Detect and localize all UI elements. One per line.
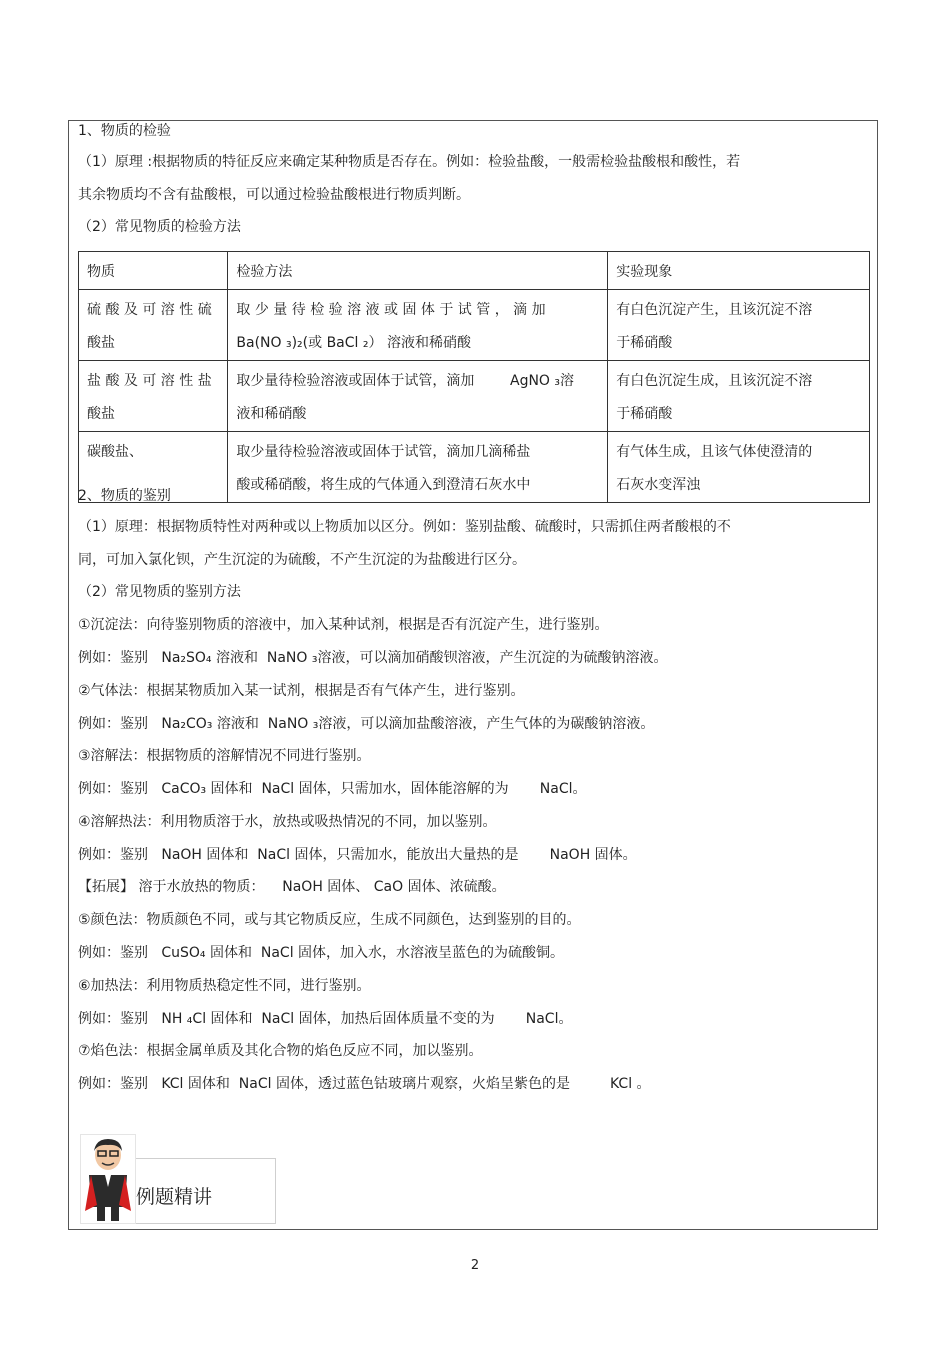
table-row [79, 432, 870, 503]
page-number: 2 [470, 1258, 480, 1273]
example-dissolve: 例如：鉴别 CaCO₃ 固体和 NaCl 固体，只需加水，固体能溶解的为 NaCl。 [78, 781, 587, 797]
cell-substance: 碳酸盐、 [79, 432, 228, 503]
header-substance: 物质 [79, 252, 228, 290]
cell-method: 取 少 量 待 检 验 溶 液 或 固 体 于 试 管 ， 滴 加 Ba(NO ₃)₂(或 BaCl ₂） 溶液和稀硝酸 [228, 290, 608, 361]
method-gas: ②气体法：根据某物质加入某一试剂，根据是否有气体产生，进行鉴别。 [78, 683, 525, 699]
cell-substance: 盐 酸 及 可 溶 性 盐 酸盐 [79, 361, 228, 432]
example-title: 例题精讲 [136, 1186, 213, 1208]
section1-title: 1、物质的检验 [78, 123, 171, 139]
cell-phenomenon: 有白色沉淀生成，且该沉淀不溶 于稀硝酸 [608, 361, 870, 432]
table-header-row [79, 252, 870, 290]
example-color: 例如：鉴别 CuSO₄ 固体和 NaCl 固体，加入水，水溶液呈蓝色的为硫酸铜。 [78, 945, 565, 961]
method-precipitate: ①沉淀法：向待鉴别物质的溶液中，加入某种试剂，根据是否有沉淀产生，进行鉴别。 [78, 617, 609, 633]
identify-principle-2: 同，可加入氯化钡，产生沉淀的为硫酸，不产生沉淀的为盐酸进行区分。 [78, 552, 526, 568]
cell-method: 取少量待检验溶液或固体于试管，滴加 AgNO ₃溶 液和稀硝酸 [228, 361, 608, 432]
cell-substance: 硫 酸 及 可 溶 性 硫 酸盐 [79, 290, 228, 361]
method-heating: ⑥加热法：利用物质热稳定性不同，进行鉴别。 [78, 978, 371, 994]
identify-methods-heading: （2）常见物质的鉴别方法 [78, 584, 241, 600]
teacher-figure-icon [81, 1135, 135, 1223]
example-precipitate: 例如：鉴别 Na₂SO₄ 溶液和 NaNO ₃溶液，可以滴加硝酸钡溶液，产生沉淀的为硫酸钠溶液。 [78, 650, 668, 666]
cell-method: 取少量待检验溶液或固体于试管，滴加几滴稀盐 酸或稀硝酸，将生成的气体通入到澄清石灰水中 [228, 432, 608, 503]
table-row [79, 361, 870, 432]
method-flame: ⑦焰色法：根据金属单质及其化合物的焰色反应不同，加以鉴别。 [78, 1043, 483, 1059]
header-method: 检验方法 [228, 252, 608, 290]
example-flame: 例如：鉴别 KCl 固体和 NaCl 固体，透过蓝色钴玻璃片观察，火焰呈紫色的是 KCl 。 [78, 1076, 651, 1092]
principle-line-2: 其余物质均不含有盐酸根，可以通过检验盐酸根进行物质判断。 [78, 187, 470, 203]
header-phenomenon: 实验现象 [608, 252, 870, 290]
method-heat-of-solution: ④溶解热法：利用物质溶于水，放热或吸热情况的不同，加以鉴别。 [78, 814, 497, 830]
cell-phenomenon: 有气体生成，且该气体使澄清的 石灰水变浑浊 [608, 432, 870, 503]
method-dissolve: ③溶解法：根据物质的溶解情况不同进行鉴别。 [78, 748, 371, 764]
extension-note: 【拓展】 溶于水放热的物质： NaOH 固体、 CaO 固体、浓硫酸。 [78, 879, 506, 895]
cell-phenomenon: 有白色沉淀产生，且该沉淀不溶 于稀硝酸 [608, 290, 870, 361]
identify-principle-1: （1）原理：根据物质特性对两种或以上物质加以区分。例如：鉴别盐酸、硫酸时，只需抓住两者酸根的不 [78, 519, 731, 535]
methods-heading: （2）常见物质的检验方法 [78, 219, 241, 235]
example-heat-of-solution: 例如：鉴别 NaOH 固体和 NaCl 固体，只需加水，能放出大量热的是 NaOH 固体。 [78, 847, 637, 863]
test-methods-table [78, 251, 870, 503]
principle-line-1: （1）原理 :根据物质的特征反应来确定某种物质是否存在。例如：检验盐酸，一般需检验盐酸根和酸性，若 [78, 154, 741, 170]
teacher-avatar-icon [80, 1134, 136, 1224]
method-color: ⑤颜色法：物质颜色不同，或与其它物质反应，生成不同颜色，达到鉴别的目的。 [78, 912, 581, 928]
table-row [79, 290, 870, 361]
section2-title: 2、物质的鉴别 [78, 488, 171, 504]
example-gas: 例如：鉴别 Na₂CO₃ 溶液和 NaNO ₃溶液，可以滴加盐酸溶液，产生气体的为碳酸钠溶液。 [78, 716, 655, 732]
example-heating: 例如：鉴别 NH ₄Cl 固体和 NaCl 固体，加热后固体质量不变的为 NaCl。 [78, 1011, 573, 1027]
